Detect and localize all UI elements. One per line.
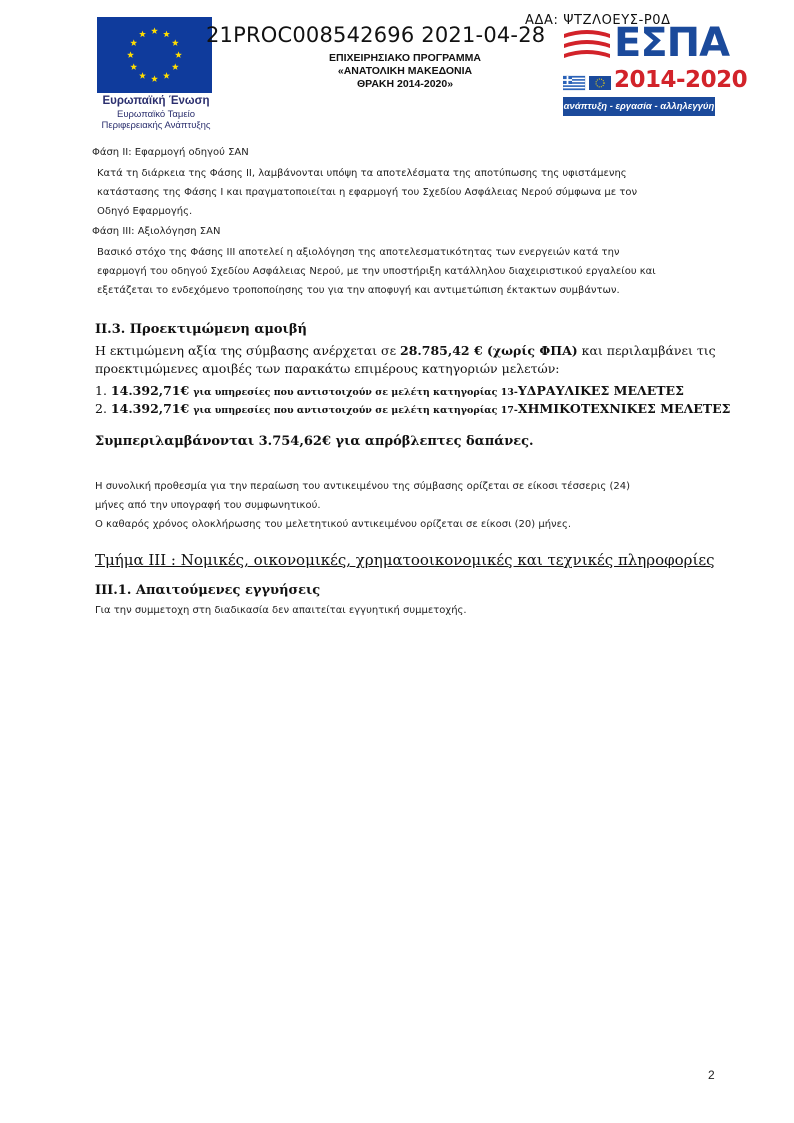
eu-fund-line2: Περιφερειακής Ανάπτυξης — [101, 120, 211, 131]
deadline-line1: Η συνολική προθεσμία για την περαίωση του αντικειμένου της σύμβασης ορίζεται σε είκοσι τέσσερις (24) — [95, 481, 630, 492]
fee-item-desc: για υπηρεσίες που αντιστοιχούν σε μελέτη κατηγορίας 17- — [193, 405, 518, 416]
espa-years: 2014-2020 — [614, 67, 748, 93]
fee-item-amount: 14.392,71€ — [110, 383, 190, 398]
espa-logo-text: ΕΣΠΑ — [614, 20, 730, 66]
phase2-line3: Οδηγό Εφαρμογής. — [97, 206, 193, 217]
intro-before: Η εκτιμώμενη αξία της σύμβασης ανέρχεται σε — [95, 343, 401, 358]
phase2-text — [97, 164, 731, 221]
phase2-line1: Κατά τη διάρκεια της Φάσης ΙΙ, λαμβάνονται υπόψη τα αποτελέσματα της αποτύπωσης της υφιστάμενης — [97, 168, 627, 179]
fee-item-num: 1. — [95, 383, 107, 398]
ada-code: ΑΔΑ: ΨΤΖΛΟΕΥΣ-Ρ0Δ — [525, 13, 671, 28]
intro-after: και περιλαμβάνει τις — [577, 343, 716, 358]
estimated-amount: 28.785,42 € (χωρίς ΦΠΑ) — [400, 343, 578, 358]
eu-stars-icon — [97, 17, 212, 93]
eu-fund-name — [92, 109, 220, 131]
fee-item-num: 2. — [95, 401, 107, 416]
fee-item-amount: 14.392,71€ — [110, 401, 190, 416]
section-iii1-heading: ΙΙΙ.1. Απαιτούμενες εγγυήσεις — [95, 583, 321, 598]
fee-item-1 — [95, 383, 684, 398]
phase3-line2: εφαρμογή του οδηγού Σχεδίου Ασφάλειας Νερού, με την υποστήριξη κατάλληλου διαχειριστικού εργαλείου και — [97, 266, 656, 277]
espa-stripes-icon — [562, 26, 612, 66]
document-id: 21PROC008542696 2021-04-28 — [206, 23, 546, 47]
phase2-line2: κατάστασης της Φάσης Ι και πραγματοποιείται η εφαρμογή του Σχεδίου Ασφάλειας Νερού σύμφωνα με τον — [97, 187, 638, 198]
intro-line1 — [95, 342, 716, 360]
deadline-line2: μήνες από την υπογραφή του συμφωνητικού. — [95, 500, 321, 511]
phase3-line3: εξετάζεται το ενδεχόμενο τροποποίησης του για την αποφυγή και αντιμετώπιση έκτακτων συμβάντων. — [97, 285, 620, 296]
eu-fund-line1: Ευρωπαϊκό Ταμείο — [117, 109, 195, 120]
eu-name: Ευρωπαϊκή Ένωση — [102, 95, 210, 107]
contingency-text: Συμπεριλαμβάνονται 3.754,62€ για απρόβλεπτες δαπάνες. — [95, 434, 534, 449]
intro-line2: προεκτιμώμενες αμοιβές των παρακάτω επιμέρους κατηγοριών μελετών: — [95, 361, 560, 376]
programme-line1: ΕΠΙΧΕΙΡΗΣΙΑΚΟ ΠΡΟΓΡΑΜΜΑ — [329, 52, 481, 64]
phase3-text — [97, 243, 731, 300]
fee-item-category: ΧΗΜΙΚΟΤΕΧΝΙΚΕΣ ΜΕΛΕΤΕΣ — [517, 401, 731, 416]
programme-line2: «ΑΝΑΤΟΛΙΚΗ ΜΑΚΕΔΟΝΙΑ — [337, 65, 473, 77]
guarantees-text: Για την συμμετοχη στη διαδικασία δεν απαιτείται εγγυητική συμμετοχής. — [95, 605, 467, 616]
fee-item-desc: για υπηρεσίες που αντιστοιχούν σε μελέτη κατηγορίας 13- — [193, 387, 518, 398]
espa-slogan: ανάπτυξη - εργασία - αλληλεγγύη — [563, 97, 715, 116]
fee-item-2 — [95, 401, 730, 416]
eu-flag-logo — [97, 17, 212, 93]
section-iii-heading: Τμήμα ΙΙΙ : Νομικές, οικονομικές, χρηματοοικονομικές και τεχνικές πληροφορίες — [95, 551, 715, 569]
fee-item-category: ΥΔΡΑΥΛΙΚΕΣ ΜΕΛΕΤΕΣ — [517, 383, 684, 398]
programme-line3: ΘΡΑΚΗ 2014-2020» — [356, 78, 454, 90]
completion-text: Ο καθαρός χρόνος ολοκλήρωσης του μελετητικού αντικειμένου ορίζεται σε είκοσι (20) μήνες. — [95, 519, 572, 530]
section-ii3-heading: ΙΙ.3. Προεκτιμώμενη αμοιβή — [95, 322, 307, 337]
deadline-text — [95, 477, 630, 534]
phase3-title: Φάση ΙΙΙ: Αξιολόγηση ΣΑΝ — [92, 226, 221, 237]
gr-eu-flags-icon — [563, 74, 613, 92]
section-ii3-intro — [95, 342, 716, 378]
phase2-title: Φάση ΙΙ: Εφαρμογή οδηγού ΣΑΝ — [92, 147, 249, 158]
phase3-line1: Βασικό στόχο της Φάσης ΙΙΙ αποτελεί η αξιολόγηση της αποτελεσματικότητας των ενεργειών κατά την — [97, 247, 620, 258]
programme-title — [300, 52, 510, 91]
page-number: 2 — [708, 1068, 715, 1082]
